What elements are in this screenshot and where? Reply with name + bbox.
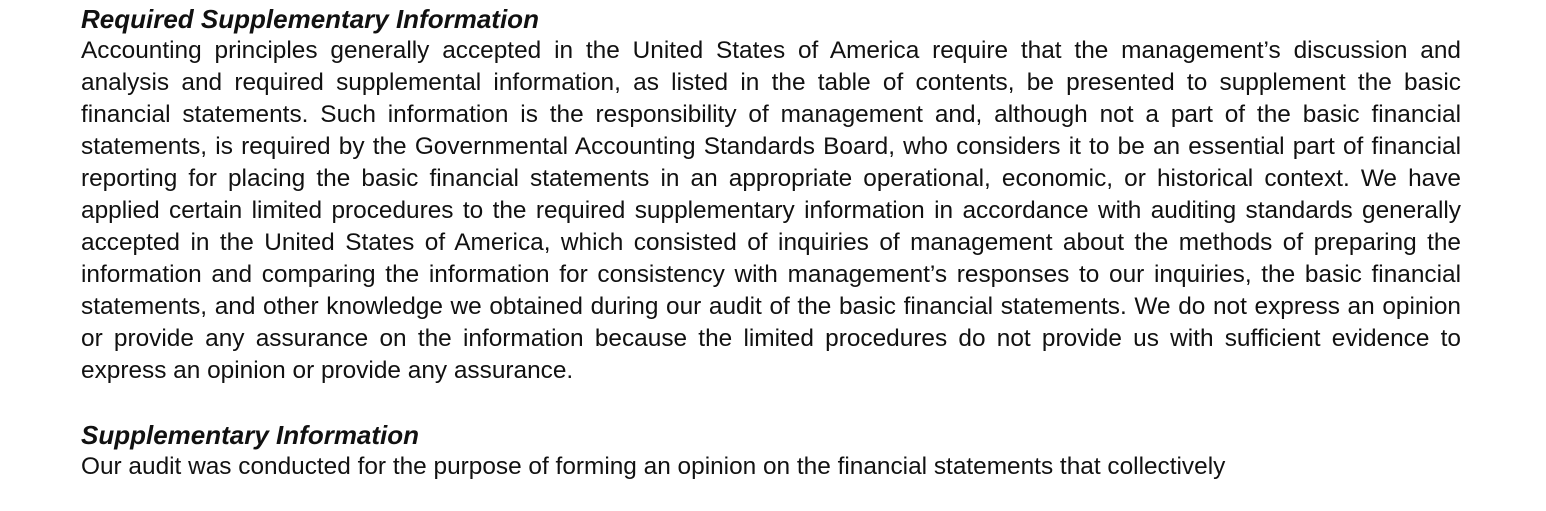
section-body-required-supplementary-information: Accounting principles generally accepted in the United States of America require that the management’s discussion and analysis and required supplemental information, as listed in the table of contents, be presented to supplement the basic financial statements. Such information is the responsibility of management and, although not a part of the basic financial statements, is required by the Governmental Accounting Standards Board, who considers it to be an essential part of financial reporting for placing the basic financial statements in an appropriate operational, economic, or historical context. We have applied certain limited procedures to the required supplementary information in accordance with auditing standards generally accepted in the United States of America, which consisted of inquiries of management about the methods of preparing the information and comparing the information for consistency with management’s responses to our inquiries, the basic financial statements, and other knowledge we obtained during our audit of the basic financial statements. We do not express an opinion or provide any assurance on the information because the limited procedures do not provide us with sufficient evidence to express an opinion or provide any assurance. [81, 37, 1461, 384]
section-spacer [81, 387, 1461, 419]
document-page [81, 0, 1461, 483]
section-body-supplementary-information: Our audit was conducted for the purpose of forming an opinion on the financial statements that collectively [81, 453, 1226, 480]
section-heading-supplementary-information: Supplementary Information [81, 420, 420, 450]
section-heading-required-supplementary-information: Required Supplementary Information [81, 4, 539, 34]
